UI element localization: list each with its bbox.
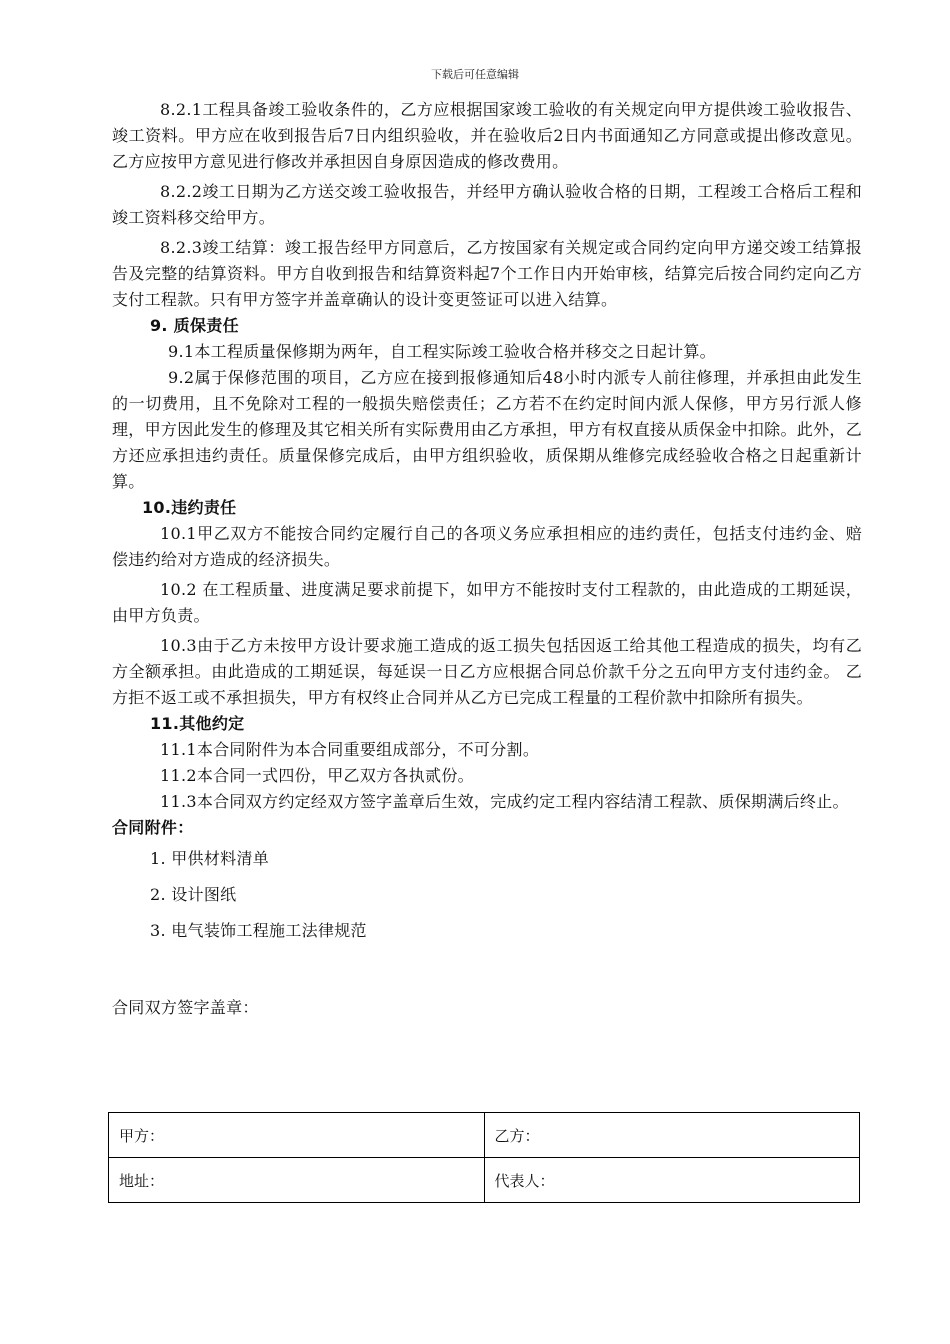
contract-body bbox=[112, 97, 862, 1021]
party-signature-table bbox=[108, 1112, 860, 1203]
clause-10-3: 10.3由于乙方未按甲方设计要求施工造成的返工损失包括因返工给其他工程造成的损失，均有乙方全额承担。由此造成的工期延误，每延误一日乙方应根据合同总价款千分之五向甲方支付违约金。 乙方拒不返工或不承担损失，甲方有权终止合同并从乙方已完成工程量的工程价款中扣除所有损失。 bbox=[112, 636, 862, 707]
clause-9-2: 9.2属于保修范围的项目，乙方应在接到报修通知后48小时内派专人前往修理，并承担由此发生的一切费用，且不免除对工程的一般损失赔偿责任；乙方若不在约定时间内派人保修，甲方另行派人修理，甲方因此发生的修理及其它相关所有实际费用由乙方承担，甲方有权直接从质保金中扣除。此外，乙方还应承担违约责任。质量保修完成后，由甲方组织验收，质保期从维修完成经验收合格之日起重新计算。 bbox=[112, 368, 862, 491]
address-cell: 地址： bbox=[109, 1158, 485, 1203]
clause-10-1: 10.1甲乙双方不能按合同约定履行自己的各项义务应承担相应的违约责任，包括支付违约金、赔偿违约给对方造成的经济损失。 bbox=[112, 524, 862, 569]
heading-section-9: 9. 质保责任 bbox=[150, 316, 239, 335]
clause-8-2-2: 8.2.2竣工日期为乙方送交竣工验收报告，并经甲方确认验收合格的日期，工程竣工合格后工程和竣工资料移交给甲方。 bbox=[112, 182, 862, 227]
representative-cell: 代表人： bbox=[484, 1158, 860, 1203]
signature-label: 合同双方签字盖章： bbox=[112, 998, 259, 1017]
list-item: 1. 甲供材料清单 bbox=[150, 849, 270, 868]
clause-8-2-3: 8.2.3竣工结算：竣工报告经甲方同意后，乙方按国家有关规定或合同约定向甲方递交竣工结算报告及完整的结算资料。甲方自收到报告和结算资料起7个工作日内开始审核，结算完后按合同约定向乙方支付工程款。只有甲方签字并盖章确认的设计变更签证可以进入结算。 bbox=[112, 238, 862, 309]
list-item: 2. 设计图纸 bbox=[150, 885, 237, 904]
clause-11-2: 11.2本合同一式四份，甲乙双方各执贰份。 bbox=[160, 766, 474, 785]
page-header: 下载后可任意编辑 bbox=[431, 68, 519, 81]
party-b-cell: 乙方： bbox=[484, 1113, 860, 1158]
heading-attachments: 合同附件： bbox=[112, 818, 194, 837]
table-row bbox=[109, 1158, 860, 1203]
table-row bbox=[109, 1113, 860, 1158]
clause-10-2: 10.2 在工程质量、进度满足要求前提下，如甲方不能按时支付工程款的，由此造成的工期延误，由甲方负责。 bbox=[112, 580, 862, 625]
attachment-list bbox=[112, 841, 862, 949]
clause-9-1: 9.1本工程质量保修期为两年，自工程实际竣工验收合格并移交之日起计算。 bbox=[168, 342, 716, 361]
list-item: 3. 电气装饰工程施工法律规范 bbox=[150, 921, 367, 940]
heading-section-11: 11.其他约定 bbox=[150, 714, 245, 733]
clause-8-2-1: 8.2.1工程具备竣工验收条件的，乙方应根据国家竣工验收的有关规定向甲方提供竣工验收报告、竣工资料。甲方应在收到报告后7日内组织验收，并在验收后2日内书面通知乙方同意或提出修改意见。乙方应按甲方意见进行修改并承担因自身原因造成的修改费用。 bbox=[112, 100, 862, 171]
heading-section-10: 10.违约责任 bbox=[142, 498, 237, 517]
clause-11-1: 11.1本合同附件为本合同重要组成部分，不可分割。 bbox=[160, 740, 540, 759]
party-a-cell: 甲方： bbox=[109, 1113, 485, 1158]
clause-11-3: 11.3本合同双方约定经双方签字盖章后生效，完成约定工程内容结清工程款、质保期满后终止。 bbox=[160, 792, 849, 811]
